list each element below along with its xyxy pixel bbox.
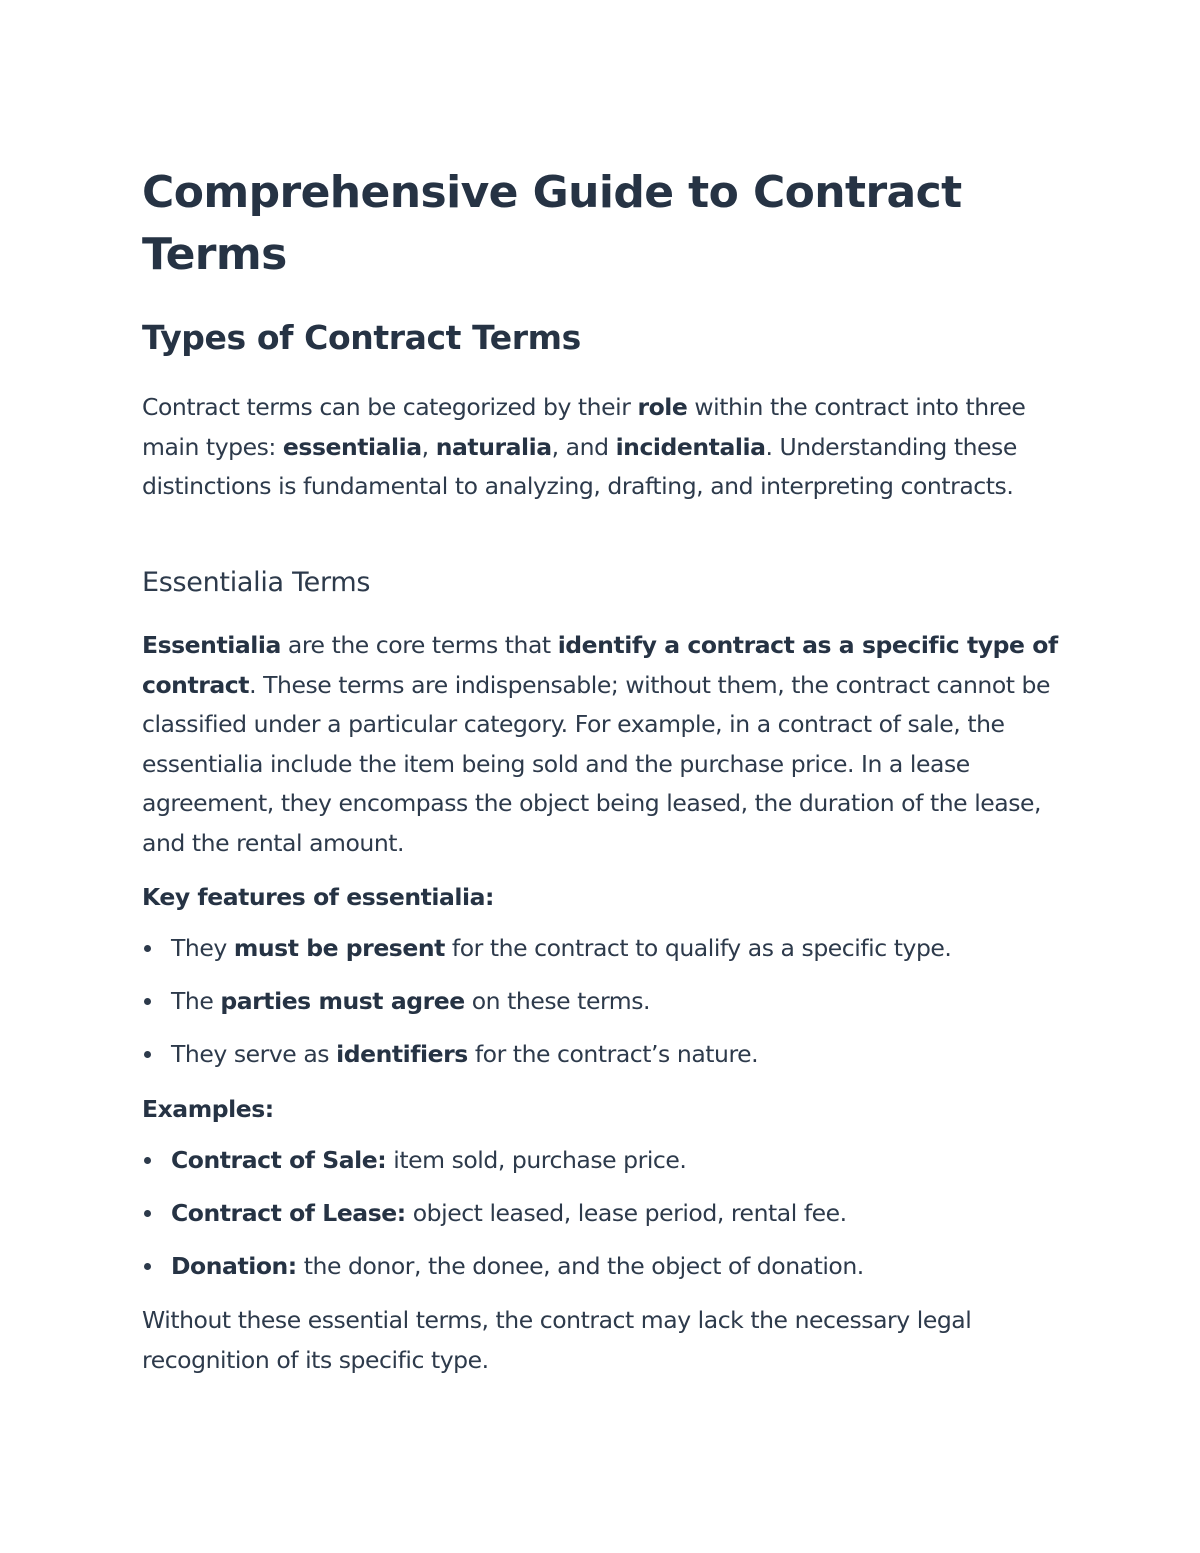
bullet-icon <box>144 945 151 952</box>
document-title: Comprehensive Guide to Contract Terms <box>142 167 962 280</box>
subsection-heading: Essentialia Terms <box>142 567 371 598</box>
intro-paragraph: Contract terms can be categorized by their role within the contract into three main types: essentialia, naturalia, and incidentalia. Understanding these distinctions is fundamental to analyzing, drafting, and interpreting contracts. <box>142 393 1026 500</box>
closing-paragraph: Without these essential terms, the contract may lack the necessary legal recognition of its specific type. <box>142 1306 972 1374</box>
bullet-icon <box>144 1051 151 1058</box>
bullet-icon <box>144 998 151 1005</box>
list-item: Donation: the donor, the donee, and the object of donation. <box>142 1247 1072 1300</box>
list-item: They serve as identifiers for the contract’s nature. <box>142 1035 1072 1088</box>
bullet-icon <box>144 1210 151 1217</box>
list-item: Contract of Lease: object leased, lease period, rental fee. <box>142 1194 1072 1247</box>
list-item: Contract of Sale: item sold, purchase price. <box>142 1141 1072 1194</box>
bullet-icon <box>144 1263 151 1270</box>
bullet-icon <box>144 1157 151 1164</box>
list-item: They must be present for the contract to qualify as a specific type. <box>142 929 1072 982</box>
section-heading: Types of Contract Terms <box>142 318 581 357</box>
examples-list <box>142 1141 1072 1300</box>
key-features-list <box>142 929 1072 1088</box>
list-item: The parties must agree on these terms. <box>142 982 1072 1035</box>
key-features-label: Key features of essentialia: <box>142 883 494 911</box>
essentialia-paragraph: Essentialia are the core terms that identify a contract as a specific type of contract. These terms are indispensable; without them, the contract cannot be classified under a particular category. For example, in a contract of sale, the essentialia include the item being sold and the purchase price. In a lease agreement, they encompass the object being leased, the duration of the lease, and the rental amount. <box>142 631 1058 857</box>
examples-label: Examples: <box>142 1095 274 1123</box>
document-page <box>142 162 1072 1374</box>
